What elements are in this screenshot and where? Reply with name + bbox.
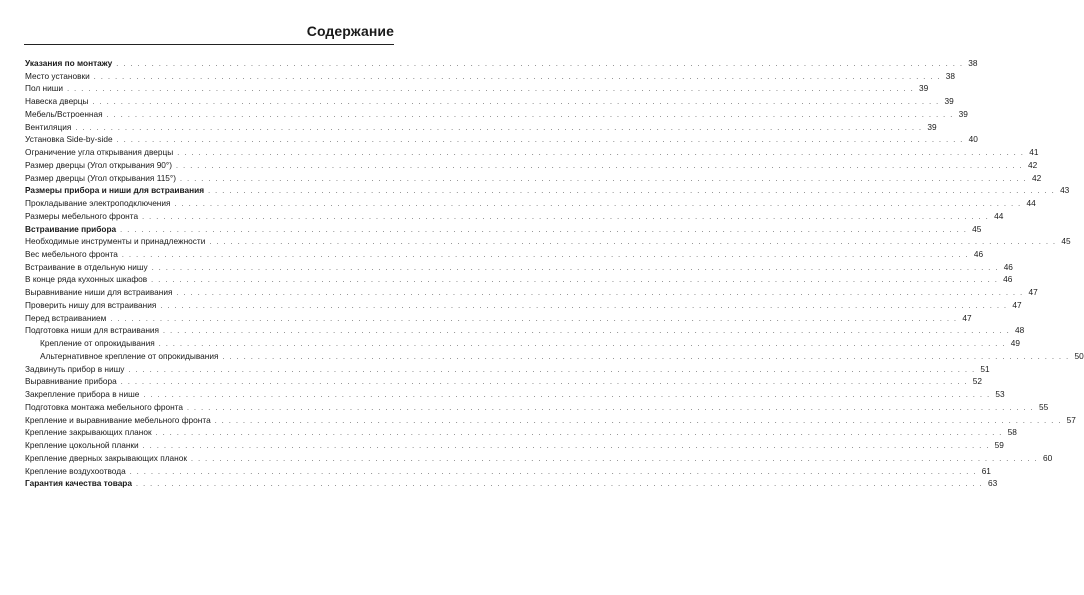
toc-entry[interactable] <box>25 375 982 388</box>
toc-entry-page-number: 40 <box>968 134 978 145</box>
dot-leader: . . . . . . . . . . . . . . . . . . . . . . . . . . . . . . . . . . . . . . . . . . . . . . . . . . . . . . . . . . . . . . . . . . . . . . . . . . . . . . . . . . . . . . . . . . . . . . . . . . . . . . . . . . . . . . . . . . . . . . . . <box>163 328 1011 336</box>
toc-entry-title: Крепление и выравнивание мебельного фронта <box>25 414 211 425</box>
dot-leader: . . . . . . . . . . . . . . . . . . . . . . . . . . . . . . . . . . . . . . . . . . . . . . . . . . . . . . . . . . . . . . . . . . . . . . . . . . . . . . . . . . . . . . . . . . . . . . . . . . . . . . . . . . . . . . . . . . . . . . . . <box>92 99 940 107</box>
toc-entry[interactable] <box>25 223 982 236</box>
toc-entry-page-number: 46 <box>973 249 984 260</box>
dot-leader: . . . . . . . . . . . . . . . . . . . . . . . . . . . . . . . . . . . . . . . . . . . . . . . . . . . . . . . . . . . . . . . . . . . . . . . . . . . . . . . . . . . . . . . . . . . . . . . . . . . . . . . . . . . . . . . . . . . . . . . . <box>222 353 1070 361</box>
toc-entry[interactable] <box>25 286 1038 299</box>
toc-entry[interactable] <box>25 324 1025 337</box>
toc-entry-title: Навеска дверцы <box>25 96 89 107</box>
toc-entry-title: Размеры мебельного фронта <box>25 210 139 221</box>
toc-entry-page-number: 49 <box>1010 338 1020 349</box>
toc-entry-title: Крепление воздухоотвода <box>25 465 126 476</box>
dot-leader: . . . . . . . . . . . . . . . . . . . . . . . . . . . . . . . . . . . . . . . . . . . . . . . . . . . . . . . . . . . . . . . . . . . . . . . . . . . . . . . . . . . . . . . . . . . . . . . . . . . . . . . . . . . . . . . . . . . . . . . . <box>120 379 968 387</box>
toc-entry-page-number: 45 <box>1061 236 1071 247</box>
toc-entry-page-number: 43 <box>1060 185 1070 196</box>
toc-entry[interactable] <box>25 439 1004 452</box>
toc-entry[interactable] <box>25 477 998 490</box>
toc-entry[interactable] <box>25 401 1049 414</box>
dot-leader: . . . . . . . . . . . . . . . . . . . . . . . . . . . . . . . . . . . . . . . . . . . . . . . . . . . . . . . . . . . . . . . . . . . . . . . . . . . . . . . . . . . . . . . . . . . . . . . . . . . . . . . . . . . . . . . . . . . . . . . . <box>129 468 977 476</box>
toc-entry[interactable] <box>25 210 1004 223</box>
toc-entry-title: Проверить нишу для встраивания <box>25 299 157 310</box>
toc-entry-page-number: 44 <box>1026 198 1036 209</box>
toc-entry[interactable] <box>25 452 1053 465</box>
toc-entry-page-number: 55 <box>1038 401 1049 412</box>
dot-leader: . . . . . . . . . . . . . . . . . . . . . . . . . . . . . . . . . . . . . . . . . . . . . . . . . . . . . . . . . . . . . . . . . . . . . . . . . . . . . . . . . . . . . . . . . . . . . . . . . . . . . . . . . . . . . . . . . . . . . . . . <box>209 239 1057 247</box>
toc-entry-page-number: 63 <box>987 478 998 489</box>
toc-entry[interactable] <box>25 261 1013 274</box>
toc-entry-page-number: 38 <box>945 70 956 81</box>
toc-entry-page-number: 38 <box>968 58 978 68</box>
toc-entry-page-number: 53 <box>995 389 1005 400</box>
toc-entry-page-number: 44 <box>994 210 1004 221</box>
dot-leader: . . . . . . . . . . . . . . . . . . . . . . . . . . . . . . . . . . . . . . . . . . . . . . . . . . . . . . . . . . . . . . . . . . . . . . . . . . . . . . . . . . . . . . . . . . . . . . . . . . . . . . . . . . . . . . . . . . . . . . . . <box>128 366 976 374</box>
dot-leader: . . . . . . . . . . . . . . . . . . . . . . . . . . . . . . . . . . . . . . . . . . . . . . . . . . . . . . . . . . . . . . . . . . . . . . . . . . . . . . . . . . . . . . . . . . . . . . . . . . . . . . . . . . . . . . . . . . . . . . . . <box>186 404 1035 412</box>
toc-entry-page-number: 60 <box>1042 452 1053 463</box>
toc-entry-title: Установка Side-by-side <box>25 134 113 145</box>
table-of-contents <box>25 57 1084 490</box>
toc-entry-page-number: 58 <box>1007 427 1017 438</box>
toc-entry-title: Место установки <box>25 70 90 81</box>
page-header <box>24 22 394 45</box>
toc-entry[interactable] <box>25 95 954 108</box>
toc-entry-title: Ограничение угла открывания дверцы <box>25 147 174 158</box>
toc-entry-page-number: 46 <box>1003 261 1013 272</box>
toc-entry-title: Крепление дверных закрывающих планок <box>25 452 187 463</box>
dot-leader: . . . . . . . . . . . . . . . . . . . . . . . . . . . . . . . . . . . . . . . . . . . . . . . . . . . . . . . . . . . . . . . . . . . . . . . . . . . . . . . . . . . . . . . . . . . . . . . . . . . . . . . . . . . . . . . . . . . . . . . . <box>151 264 999 272</box>
toc-entry-title: Подготовка монтажа мебельного фронта <box>25 401 183 412</box>
dot-leader: . . . . . . . . . . . . . . . . . . . . . . . . . . . . . . . . . . . . . . . . . . . . . . . . . . . . . . . . . . . . . . . . . . . . . . . . . . . . . . . . . . . . . . . . . . . . . . . . . . . . . . . . . . . . . . . . . . . . . . . . <box>191 455 1039 463</box>
toc-entry-title: Крепление цокольной планки <box>25 440 139 451</box>
toc-entry-page-number: 51 <box>980 363 990 374</box>
toc-entry[interactable] <box>25 172 1042 185</box>
dot-leader: . . . . . . . . . . . . . . . . . . . . . . . . . . . . . . . . . . . . . . . . . . . . . . . . . . . . . . . . . . . . . . . . . . . . . . . . . . . . . . . . . . . . . . . . . . . . . . . . . . . . . . . . . . . . . . . . . . . . . . . . <box>176 290 1024 298</box>
toc-entry-title: Встраивание прибора <box>25 223 117 234</box>
toc-entry-title: В конце ряда кухонных шкафов <box>25 274 148 285</box>
toc-entry-title: Необходимые инструменты и принадлежности <box>25 236 206 247</box>
toc-entry-page-number: 42 <box>1032 172 1042 183</box>
toc-entry-title: Закрепление прибора в нише <box>25 389 140 400</box>
dot-leader: . . . . . . . . . . . . . . . . . . . . . . . . . . . . . . . . . . . . . . . . . . . . . . . . . . . . . . . . . . . . . . . . . . . . . . . . . . . . . . . . . . . . . . . . . . . . . . . . . . . . . . . . . . . . . . . . . . . . . . . . <box>121 252 970 260</box>
toc-entry[interactable] <box>25 337 1020 350</box>
toc-entry[interactable] <box>25 312 972 325</box>
toc-entry[interactable] <box>25 299 1022 312</box>
toc-entry-title: Указания по монтажу <box>25 58 113 68</box>
toc-entry[interactable] <box>25 184 1070 197</box>
toc-entry-title: Альтернативное крепление от опрокидывания <box>40 350 219 361</box>
dot-leader: . . . . . . . . . . . . . . . . . . . . . . . . . . . . . . . . . . . . . . . . . . . . . . . . . . . . . . . . . . . . . . . . . . . . . . . . . . . . . . . . . . . . . . . . . . . . . . . . . . . . . . . . . . . . . . . . . . . . . . . . <box>142 213 990 221</box>
toc-entry[interactable] <box>25 133 978 146</box>
dot-leader: . . . . . . . . . . . . . . . . . . . . . . . . . . . . . . . . . . . . . . . . . . . . . . . . . . . . . . . . . . . . . . . . . . . . . . . . . . . . . . . . . . . . . . . . . . . . . . . . . . . . . . . . . . . . . . . . . . . . . . . . <box>177 150 1025 158</box>
toc-entry[interactable] <box>25 57 978 70</box>
toc-entry-page-number: 45 <box>972 223 982 234</box>
toc-entry[interactable] <box>25 121 937 134</box>
toc-entry-page-number: 48 <box>1015 325 1025 336</box>
toc-entry[interactable] <box>25 363 990 376</box>
dot-leader: . . . . . . . . . . . . . . . . . . . . . . . . . . . . . . . . . . . . . . . . . . . . . . . . . . . . . . . . . . . . . . . . . . . . . . . . . . . . . . . . . . . . . . . . . . . . . . . . . . . . . . . . . . . . . . . . . . . . . . . . <box>160 302 1008 310</box>
toc-entry[interactable] <box>25 108 968 121</box>
dot-leader: . . . . . . . . . . . . . . . . . . . . . . . . . . . . . . . . . . . . . . . . . . . . . . . . . . . . . . . . . . . . . . . . . . . . . . . . . . . . . . . . . . . . . . . . . . . . . . . . . . . . . . . . . . . . . . . . . . . . . . . . <box>180 175 1028 183</box>
toc-entry-page-number: 39 <box>927 121 937 132</box>
dot-leader: . . . . . . . . . . . . . . . . . . . . . . . . . . . . . . . . . . . . . . . . . . . . . . . . . . . . . . . . . . . . . . . . . . . . . . . . . . . . . . . . . . . . . . . . . . . . . . . . . . . . . . . . . . . . . . . . . . . . . . . . <box>67 86 915 94</box>
toc-entry-title: Прокладывание электроподключения <box>25 198 171 209</box>
toc-entry-title: Вентиляция <box>25 121 72 132</box>
dot-leader: . . . . . . . . . . . . . . . . . . . . . . . . . . . . . . . . . . . . . . . . . . . . . . . . . . . . . . . . . . . . . . . . . . . . . . . . . . . . . . . . . . . . . . . . . . . . . . . . . . . . . . . . . . . . . . . . . . . . . . . . <box>155 430 1003 438</box>
toc-entry[interactable] <box>25 465 991 478</box>
toc-entry-title: Выравнивание ниши для встраивания <box>25 287 173 298</box>
dot-leader: . . . . . . . . . . . . . . . . . . . . . . . . . . . . . . . . . . . . . . . . . . . . . . . . . . . . . . . . . . . . . . . . . . . . . . . . . . . . . . . . . . . . . . . . . . . . . . . . . . . . . . . . . . . . . . . . . . . . . . . . <box>106 111 954 119</box>
toc-entry-title: Вес мебельного фронта <box>25 249 118 260</box>
dot-leader: . . . . . . . . . . . . . . . . . . . . . . . . . . . . . . . . . . . . . . . . . . . . . . . . . . . . . . . . . . . . . . . . . . . . . . . . . . . . . . . . . . . . . . . . . . . . . . . . . . . . . . . . . . . . . . . . . . . . . . . . <box>174 201 1022 209</box>
toc-entry-title: Задвинуть прибор в нишу <box>25 363 125 374</box>
toc-entry-page-number: 47 <box>1028 287 1038 298</box>
toc-entry-page-number: 61 <box>981 465 991 476</box>
toc-entry-page-number: 52 <box>972 376 982 387</box>
dot-leader: . . . . . . . . . . . . . . . . . . . . . . . . . . . . . . . . . . . . . . . . . . . . . . . . . . . . . . . . . . . . . . . . . . . . . . . . . . . . . . . . . . . . . . . . . . . . . . . . . . . . . . . . . . . . . . . . . . . . . . . . <box>93 73 942 81</box>
toc-entry-title: Пол ниши <box>25 83 64 94</box>
toc-entry[interactable] <box>25 414 1076 427</box>
toc-entry-page-number: 46 <box>1003 274 1013 285</box>
toc-entry[interactable] <box>25 273 1013 286</box>
toc-entry-page-number: 41 <box>1029 147 1039 158</box>
toc-entry-page-number: 57 <box>1066 414 1076 425</box>
toc-entry-page-number: 42 <box>1028 159 1038 170</box>
toc-entry[interactable] <box>25 146 1039 159</box>
toc-entry-page-number: 39 <box>919 83 929 94</box>
toc-entry-title: Подготовка ниши для встраивания <box>25 325 160 336</box>
dot-leader: . . . . . . . . . . . . . . . . . . . . . . . . . . . . . . . . . . . . . . . . . . . . . . . . . . . . . . . . . . . . . . . . . . . . . . . . . . . . . . . . . . . . . . . . . . . . . . . . . . . . . . . . . . . . . . . . . . . . . . . . <box>110 315 958 323</box>
dot-leader: . . . . . . . . . . . . . . . . . . . . . . . . . . . . . . . . . . . . . . . . . . . . . . . . . . . . . . . . . . . . . . . . . . . . . . . . . . . . . . . . . . . . . . . . . . . . . . . . . . . . . . . . . . . . . . . . . . . . . . . . <box>214 417 1062 425</box>
toc-entry[interactable] <box>25 426 1017 439</box>
toc-entry-page-number: 50 <box>1074 350 1084 361</box>
dot-leader: . . . . . . . . . . . . . . . . . . . . . . . . . . . . . . . . . . . . . . . . . . . . . . . . . . . . . . . . . . . . . . . . . . . . . . . . . . . . . . . . . . . . . . . . . . . . . . . . . . . . . . . . . . . . . . . . . . . . . . . . <box>116 61 964 68</box>
toc-entry[interactable] <box>25 70 956 83</box>
dot-leader: . . . . . . . . . . . . . . . . . . . . . . . . . . . . . . . . . . . . . . . . . . . . . . . . . . . . . . . . . . . . . . . . . . . . . . . . . . . . . . . . . . . . . . . . . . . . . . . . . . . . . . . . . . . . . . . . . . . . . . . . <box>143 392 991 400</box>
toc-entry[interactable] <box>25 159 1038 172</box>
toc-entry-page-number: 47 <box>962 312 972 323</box>
toc-entry-title: Крепление от опрокидывания <box>40 338 155 349</box>
dot-leader: . . . . . . . . . . . . . . . . . . . . . . . . . . . . . . . . . . . . . . . . . . . . . . . . . . . . . . . . . . . . . . . . . . . . . . . . . . . . . . . . . . . . . . . . . . . . . . . . . . . . . . . . . . . . . . . . . . . . . . . . <box>136 481 984 489</box>
toc-entry-title: Мебель/Встроенная <box>25 108 103 119</box>
dot-leader: . . . . . . . . . . . . . . . . . . . . . . . . . . . . . . . . . . . . . . . . . . . . . . . . . . . . . . . . . . . . . . . . . . . . . . . . . . . . . . . . . . . . . . . . . . . . . . . . . . . . . . . . . . . . . . . . . . . . . . . . <box>208 188 1056 196</box>
dot-leader: . . . . . . . . . . . . . . . . . . . . . . . . . . . . . . . . . . . . . . . . . . . . . . . . . . . . . . . . . . . . . . . . . . . . . . . . . . . . . . . . . . . . . . . . . . . . . . . . . . . . . . . . . . . . . . . . . . . . . . . . <box>75 124 923 132</box>
dot-leader: . . . . . . . . . . . . . . . . . . . . . . . . . . . . . . . . . . . . . . . . . . . . . . . . . . . . . . . . . . . . . . . . . . . . . . . . . . . . . . . . . . . . . . . . . . . . . . . . . . . . . . . . . . . . . . . . . . . . . . . . <box>151 277 999 285</box>
toc-entry-title: Перед встраиванием <box>25 312 107 323</box>
toc-entry-page-number: 39 <box>944 96 954 107</box>
toc-entry[interactable] <box>25 235 1071 248</box>
dot-leader: . . . . . . . . . . . . . . . . . . . . . . . . . . . . . . . . . . . . . . . . . . . . . . . . . . . . . . . . . . . . . . . . . . . . . . . . . . . . . . . . . . . . . . . . . . . . . . . . . . . . . . . . . . . . . . . . . . . . . . . . <box>120 226 968 234</box>
toc-entry[interactable] <box>25 350 1084 363</box>
dot-leader: . . . . . . . . . . . . . . . . . . . . . . . . . . . . . . . . . . . . . . . . . . . . . . . . . . . . . . . . . . . . . . . . . . . . . . . . . . . . . . . . . . . . . . . . . . . . . . . . . . . . . . . . . . . . . . . . . . . . . . . . <box>158 341 1006 349</box>
toc-entry-title: Размер дверцы (Угол открывания 90°) <box>25 159 173 170</box>
dot-leader: . . . . . . . . . . . . . . . . . . . . . . . . . . . . . . . . . . . . . . . . . . . . . . . . . . . . . . . . . . . . . . . . . . . . . . . . . . . . . . . . . . . . . . . . . . . . . . . . . . . . . . . . . . . . . . . . . . . . . . . . <box>142 443 990 451</box>
toc-entry-title: Размер дверцы (Угол открывания 115°) <box>25 172 177 183</box>
toc-entry[interactable] <box>25 248 984 261</box>
toc-entry-page-number: 39 <box>958 108 968 119</box>
toc-entry-title: Встраивание в отдельную нишу <box>25 261 148 272</box>
toc-entry-title: Размеры прибора и ниши для встраивания <box>25 185 205 196</box>
toc-entry[interactable] <box>25 82 929 95</box>
toc-entry-title: Крепление закрывающих планок <box>25 427 152 438</box>
toc-entry-title: Выравнивание прибора <box>25 376 117 387</box>
dot-leader: . . . . . . . . . . . . . . . . . . . . . . . . . . . . . . . . . . . . . . . . . . . . . . . . . . . . . . . . . . . . . . . . . . . . . . . . . . . . . . . . . . . . . . . . . . . . . . . . . . . . . . . . . . . . . . . . . . . . . . . . <box>176 162 1024 170</box>
dot-leader: . . . . . . . . . . . . . . . . . . . . . . . . . . . . . . . . . . . . . . . . . . . . . . . . . . . . . . . . . . . . . . . . . . . . . . . . . . . . . . . . . . . . . . . . . . . . . . . . . . . . . . . . . . . . . . . . . . . . . . . . <box>116 137 964 145</box>
toc-entry[interactable] <box>25 197 1036 210</box>
toc-entry-page-number: 59 <box>994 440 1004 451</box>
toc-entry-title: Гарантия качества товара <box>25 478 132 489</box>
toc-entry[interactable] <box>25 388 1005 401</box>
toc-entry-page-number: 47 <box>1012 299 1022 310</box>
page-title: Содержание <box>306 23 394 39</box>
